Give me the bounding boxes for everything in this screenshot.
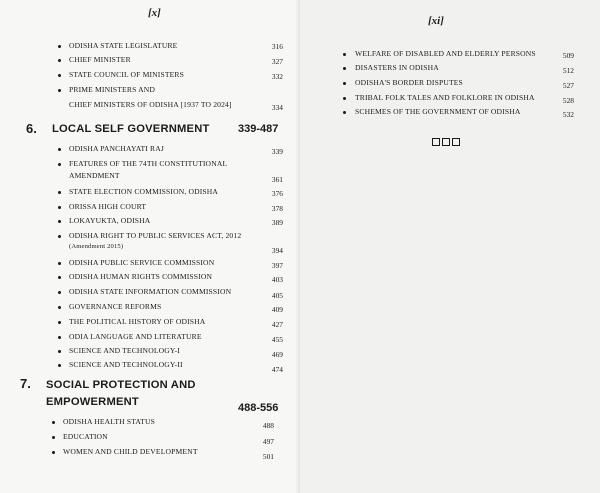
entry-page: 316 [271, 42, 283, 51]
entry-page: 528 [562, 96, 574, 105]
square-icon [432, 138, 440, 146]
bullet-icon [58, 291, 61, 294]
entry-page: 376 [271, 189, 283, 198]
entry-title: ORISSA HIGH COURT [69, 202, 147, 211]
bullet-icon [58, 262, 61, 265]
bullet-icon [58, 206, 61, 209]
entry-page: 389 [271, 218, 283, 227]
entry-title: ODISHA PANCHAYATI RAJ [69, 144, 164, 153]
section-page-range: 339-487 [238, 123, 279, 135]
entry-page: 509 [562, 51, 574, 60]
entry-page: 378 [271, 204, 283, 213]
bullet-icon [58, 148, 61, 151]
entry-page: 527 [562, 81, 574, 90]
bullet-icon [343, 53, 346, 56]
entry-title: ODISHA STATE INFORMATION COMMISSION [69, 287, 232, 296]
page-number-left: [x] [148, 7, 161, 19]
entry-page: 334 [271, 103, 283, 112]
bullet-icon [58, 59, 61, 62]
entry-page: 469 [271, 350, 283, 359]
entry-page: 512 [562, 66, 574, 75]
entry-title: EDUCATION [63, 432, 108, 441]
bullet-icon [343, 67, 346, 70]
entry-title: STATE COUNCIL OF MINISTERS [69, 70, 185, 79]
entry-title: DISASTERS IN ODISHA [355, 63, 439, 72]
bullet-icon [58, 350, 61, 353]
bullet-icon [343, 111, 346, 114]
entry-page: 332 [271, 72, 283, 81]
section-title-line2: EMPOWERMENT [46, 396, 139, 408]
entry-page: 501 [262, 452, 274, 461]
entry-title: GOVERNANCE REFORMS [69, 302, 162, 311]
entry-page: 532 [562, 110, 574, 119]
entry-title: ODISHA RIGHT TO PUBLIC SERVICES ACT, 2012 [69, 231, 242, 240]
square-icon [452, 138, 460, 146]
end-of-contents-mark [432, 138, 460, 146]
bullet-icon [58, 364, 61, 367]
bullet-icon [58, 306, 61, 309]
section-title: SOCIAL PROTECTION AND [46, 379, 196, 391]
entry-page: 488 [262, 421, 274, 430]
entry-page: 474 [271, 365, 283, 374]
bullet-icon [343, 82, 346, 85]
entry-title: ODISHA'S BORDER DISPUTES [355, 78, 463, 87]
entry-page: 403 [271, 275, 283, 284]
bullet-icon [58, 336, 61, 339]
bullet-icon [58, 220, 61, 223]
bullet-icon [58, 235, 61, 238]
bullet-icon [58, 89, 61, 92]
bullet-icon [58, 276, 61, 279]
entry-title: PRIME MINISTERS AND [69, 85, 155, 94]
entry-page: 394 [271, 246, 283, 255]
entry-page: 455 [271, 335, 283, 344]
page-number-right: [xi] [428, 15, 444, 27]
entry-page: 497 [262, 437, 274, 446]
bullet-icon [58, 45, 61, 48]
entry-title: ODISHA STATE LEGISLATURE [69, 41, 178, 50]
entry-title: THE POLITICAL HISTORY OF ODISHA [69, 317, 206, 326]
entry-title: ODISHA HEALTH STATUS [63, 417, 155, 426]
entry-title: SCIENCE AND TECHNOLOGY-II [69, 360, 183, 369]
section-number: 6. [26, 121, 37, 136]
bullet-icon [58, 321, 61, 324]
entry-title: ODISHA HUMAN RIGHTS COMMISSION [69, 272, 213, 281]
entry-title: LOKAYUKTA, ODISHA [69, 216, 151, 225]
section-title: LOCAL SELF GOVERNMENT [52, 123, 210, 135]
entry-title: FEATURES OF THE 74TH CONSTITUTIONAL [69, 159, 228, 168]
entry-title: (Amendment 2015) [69, 243, 124, 250]
entry-page: 409 [271, 305, 283, 314]
entry-page: 397 [271, 261, 283, 270]
entry-title: WOMEN AND CHILD DEVELOPMENT [63, 447, 198, 456]
entry-title: CHIEF MINISTER [69, 55, 131, 64]
entry-title: AMENDMENT [69, 171, 120, 180]
entry-title: STATE ELECTION COMMISSION, ODISHA [69, 187, 219, 196]
entry-title: ODIA LANGUAGE AND LITERATURE [69, 332, 202, 341]
entry-title: SCHEMES OF THE GOVERNMENT OF ODISHA [355, 107, 521, 116]
entry-page: 427 [271, 320, 283, 329]
bullet-icon [58, 74, 61, 77]
entry-title: WELFARE OF DISABLED AND ELDERLY PERSONS [355, 49, 536, 58]
section-number: 7. [20, 376, 31, 391]
bullet-icon [58, 191, 61, 194]
bullet-icon [343, 97, 346, 100]
entry-title: ODISHA PUBLIC SERVICE COMMISSION [69, 258, 215, 267]
entry-page: 327 [271, 57, 283, 66]
bullet-icon [52, 421, 55, 424]
bullet-icon [58, 163, 61, 166]
entry-title: SCIENCE AND TECHNOLOGY-I [69, 346, 181, 355]
entry-title: CHIEF MINISTERS OF ODISHA [1937 TO 2024] [69, 100, 232, 109]
bullet-icon [52, 436, 55, 439]
bullet-icon [52, 451, 55, 454]
square-icon [442, 138, 450, 146]
entry-page: 339 [271, 147, 283, 156]
section-page-range: 488-556 [238, 402, 279, 414]
entry-title: TRIBAL FOLK TALES AND FOLKLORE IN ODISHA [355, 93, 535, 102]
right-page [300, 0, 600, 493]
entry-page: 405 [271, 291, 283, 300]
entry-page: 361 [271, 175, 283, 184]
